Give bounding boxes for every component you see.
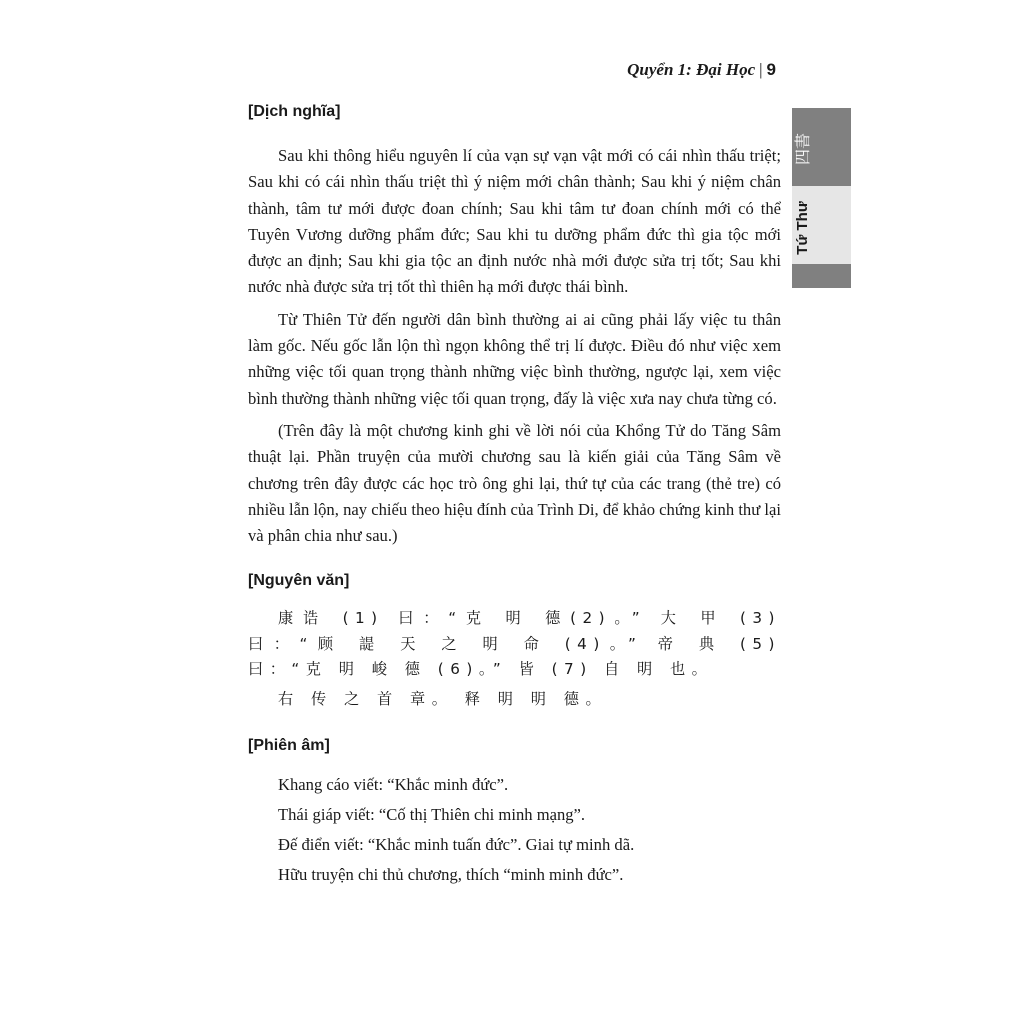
page-body [248, 100, 781, 890]
side-tab-strip [792, 264, 851, 288]
classical-text-paragraph: 康诰 (1) 曰：“克 明 德(2)。” 大 甲 (3) 曰：“顾 諟 天 之 明 命 (4)。” 帝 典 (5) 曰：“克 明 峻 德 (6)。” 皆 (7) 自 明 也。 [248, 609, 781, 679]
transliteration-line: Khang cáo viết: “Khắc minh đức”. [278, 775, 509, 795]
transliteration-line: Thái giáp viết: “Cố thị Thiên chi minh mạng”. [278, 805, 586, 825]
section-heading-phien-am: [Phiên âm] [248, 737, 330, 755]
transliteration-line: Đế điển viết: “Khắc minh tuấn đức”. Giai tự minh dã. [278, 835, 635, 855]
side-tab-cjk-label: 四書 [793, 133, 812, 166]
transliteration-line: Hữu truyện chi thủ chương, thích “minh minh đức”. [278, 865, 624, 885]
paragraph: Sau khi thông hiểu nguyên lí của vạn sự vạn vật mới có cái nhìn thấu triệt; Sau khi có cái nhìn thấu triệt thì ý niệm mới chân thành; Sau khi ý niệm chân thành, tâm tư mới được đoan chính; Sau khi tâm tư đoan chính mới có thể Tuyên Vương dưỡng phẩm đức; Sau khi tu dưỡng phẩm đức thì gia tộc mới được an định; Sau khi gia tộc an định nước nhà mới được sửa trị tốt; Sau khi nước nhà được sửa trị tốt thì thiên hạ mới được thái bình. [248, 146, 781, 297]
paragraph: (Trên đây là một chương kinh ghi về lời nói của Khổng Tử do Tăng Sâm thuật lại. Phần truyện của mười chương sau là kiến giải của Tăng Sâm về chương trên đây được các học trò ông ghi lại, thứ tự của các trang (thẻ tre) có nhiều lẫn lộn, nay chiếu theo hiệu đính của Trình Di, để khảo chứng kinh thư lại và phân chia như sau.) [248, 420, 781, 546]
book-title: Quyển 1: Đại Học [627, 60, 756, 79]
paragraph: Từ Thiên Tử đến người dân bình thường ai ai cũng phải lấy việc tu thân làm gốc. Nếu gốc lẫn lộn thì ngọn không thể trị lí được. Điều đó như việc xem những việc tối quan trọng thành những việc bình thường, ngược lại, xem việc bình thường thành những việc tối quan trọng, đấy là việc xưa nay chưa từng có. [248, 309, 781, 408]
header-separator: | [759, 60, 763, 79]
section-heading-dich-nghia: [Dịch nghĩa] [248, 103, 341, 120]
side-tab-label: Tứ Thư [794, 201, 811, 255]
page-number: 9 [766, 60, 776, 79]
section-heading-nguyen-van: [Nguyên văn] [248, 572, 350, 590]
running-header [520, 58, 776, 82]
classical-text-paragraph: 右 传 之 首 章。 释 明 明 德。 [278, 689, 608, 708]
